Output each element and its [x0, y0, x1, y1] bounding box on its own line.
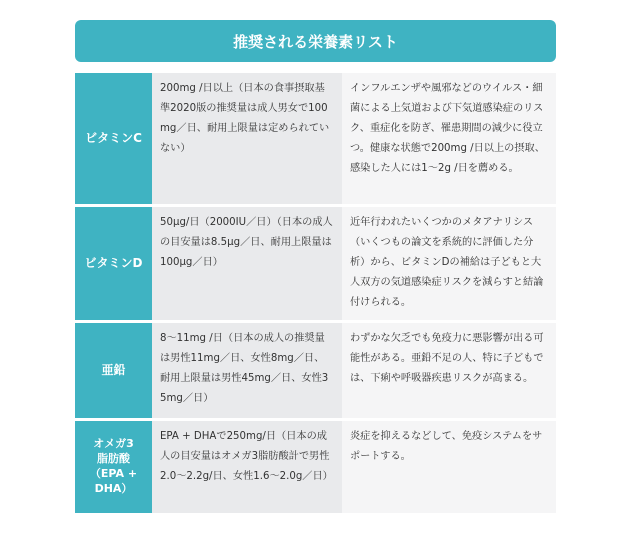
recommended-amount: EPA + DHAで250mg/日（日本の成人の目安量はオメガ3脂肪酸計で男性2.0〜2.2g/日、女性1.6〜2.0g／日） [152, 421, 342, 513]
recommended-amount: 200mg /日以上（日本の食事摂取基準2020版の推奨量は成人男女で100mg／日、耐用上限量は定められていない） [152, 73, 342, 204]
list-title: 推奨される栄養素リスト [75, 20, 556, 62]
effect-description: 近年行われたいくつかのメタアナリシス（いくつもの論文を系統的に評価した分析）から、ビタミンDの補給は子どもと大人双方の気道感染症リスクを減らすと結論付けられる。 [342, 207, 556, 320]
table-row [75, 323, 556, 418]
nutrient-list [75, 20, 556, 513]
nutrient-name: ビタミンC [75, 73, 152, 204]
effect-description: 炎症を抑えるなどして、免疫システムをサポートする。 [342, 421, 556, 513]
table-row [75, 207, 556, 320]
effect-description: わずかな欠乏でも免疫力に悪影響が出る可能性がある。亜鉛不足の人、特に子どもでは、下痢や呼吸器疾患リスクが高まる。 [342, 323, 556, 418]
table-row [75, 73, 556, 204]
nutrient-name: オメガ3 脂肪酸 （EPA + DHA） [75, 421, 152, 513]
nutrient-table [75, 73, 556, 513]
recommended-amount: 50μg/日（2000IU／日）（日本の成人の目安量は8.5μg／日、耐用上限量は100μg／日） [152, 207, 342, 320]
recommended-amount: 8〜11mg /日（日本の成人の推奨量は男性11mg／日、女性8mg／日、耐用上限量は男性45mg／日、女性35mg／日） [152, 323, 342, 418]
nutrient-name: 亜鉛 [75, 323, 152, 418]
nutrient-name: ビタミンD [75, 207, 152, 320]
effect-description: インフルエンザや風邪などのウイルス・細菌による上気道および下気道感染症のリスク、重症化を防ぎ、罹患期間の減少に役立つ。健康な状態で200mg /日以上の摂取、感染した人には1〜2g /日を薦める。 [342, 73, 556, 204]
table-row [75, 421, 556, 513]
